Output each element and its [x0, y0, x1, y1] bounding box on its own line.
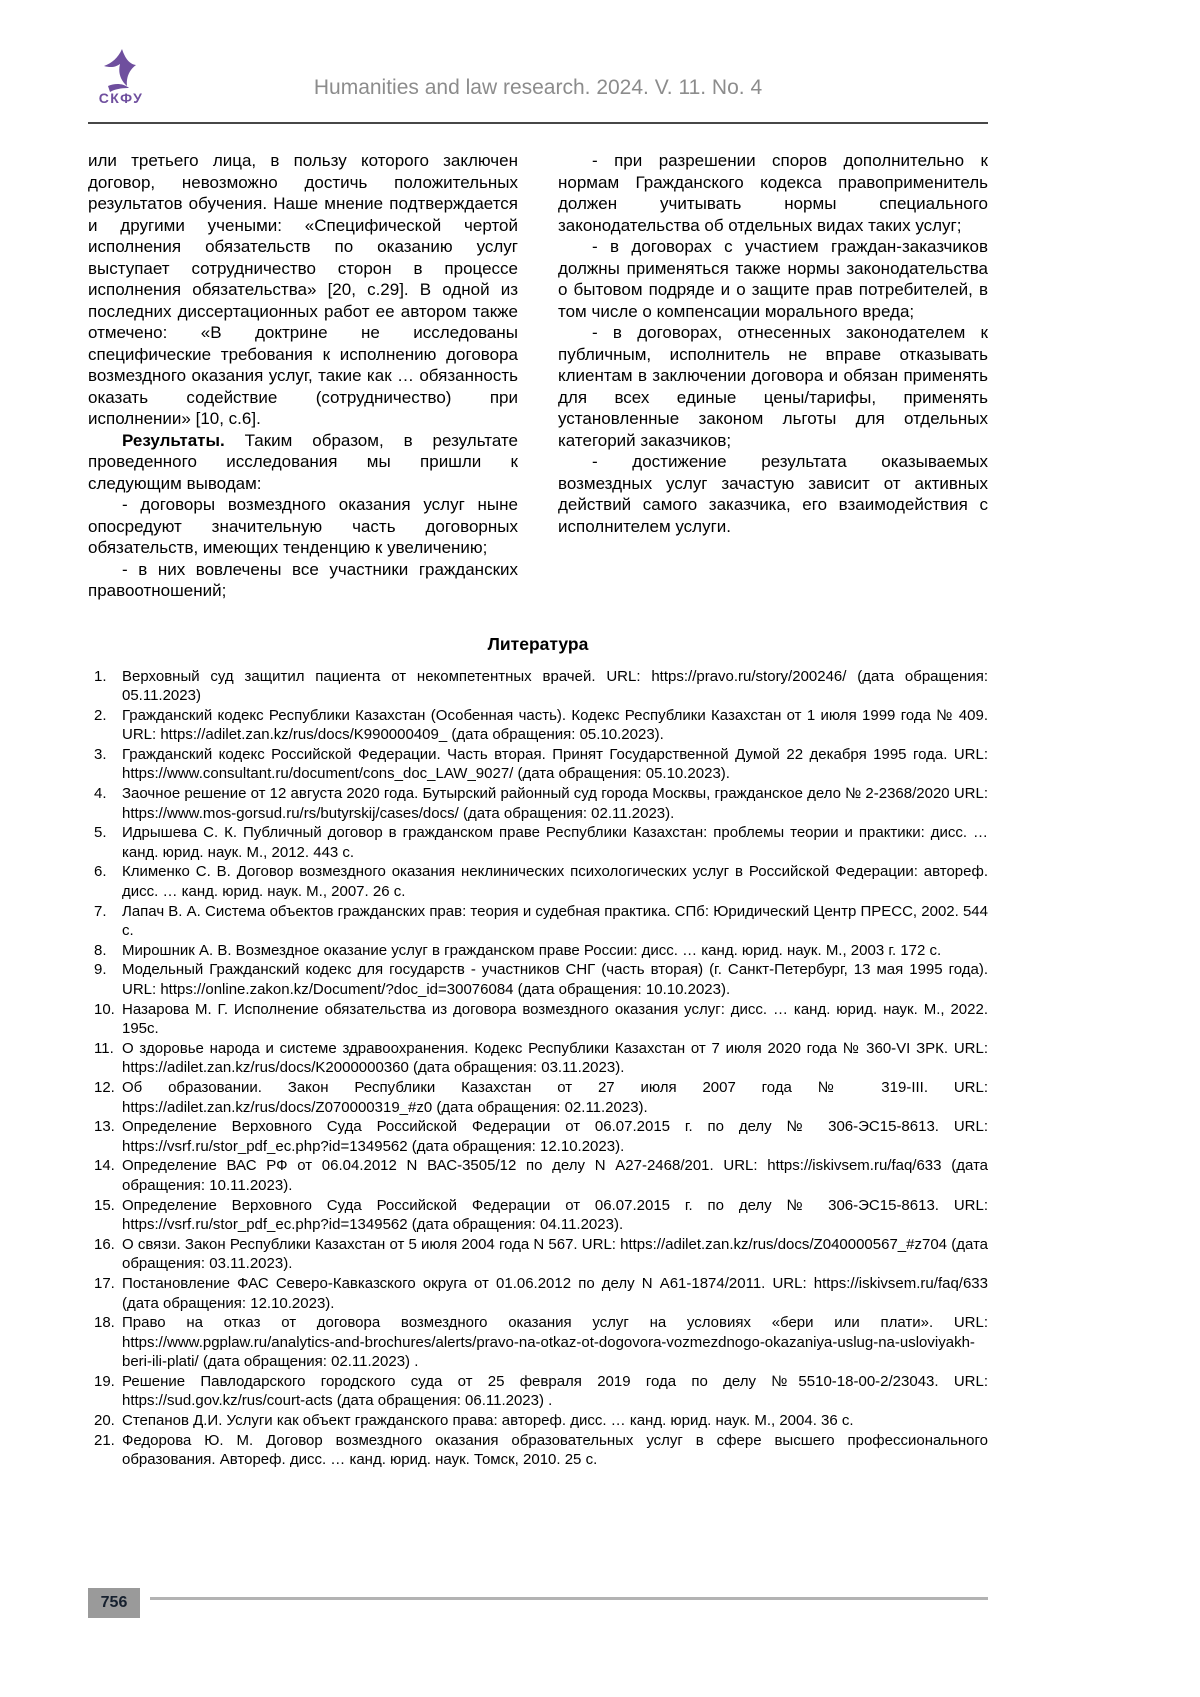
reference-text: Клименко С. В. Договор возмездного оказания неклинических психологических услуг в Российской Федерации: автореф. дисс. … канд. юрид. наук. М., 2007. 26 с.	[122, 863, 988, 901]
reference-item	[94, 706, 988, 745]
reference-item	[94, 1039, 988, 1078]
reference-number: 20.	[94, 1412, 115, 1430]
reference-text: Гражданский кодекс Российской Федерации. Часть вторая. Принят Государственной Думой 22 декабря 1995 года. URL: https://www.consultant.ru/document/cons_doc_LAW_9027/ (дата обращения: 05.10.2023).	[122, 745, 988, 783]
reference-text: Степанов Д.И. Услуги как объект гражданского права: автореф. дисс. … канд. юрид. наук. М., 2004. 36 с.	[122, 1412, 854, 1430]
reference-item	[94, 1196, 988, 1235]
reference-text: Федорова Ю. М. Договор возмездного оказания образовательных услуг в сфере высшего профессионального образования. Автореф. дисс. … канд. юрид. наук. Томск, 2010. 25 с.	[122, 1431, 988, 1469]
reference-number: 3.	[94, 745, 107, 763]
reference-number: 11.	[94, 1039, 114, 1057]
reference-number: 9.	[94, 961, 107, 979]
reference-number: 14.	[94, 1157, 115, 1175]
reference-number: 19.	[94, 1372, 115, 1390]
conclusion-item: - договоры возмездного оказания услуг ныне опосредуют значительную часть договорных обязательств, имеющих тенденцию к увеличению;	[88, 495, 518, 557]
reference-item	[94, 862, 988, 901]
reference-number: 8.	[94, 941, 107, 959]
page-header	[88, 0, 988, 124]
reference-text: Верховный суд защитил пациента от некомпетентных врачей. URL: https://pravo.ru/story/200246/ (дата обращения: 05.11.2023)	[122, 667, 988, 705]
results-lead: Результаты.	[122, 430, 225, 450]
reference-text: Решение Павлодарского городского суда от 25 февраля 2019 года по делу №5510-18-00-2/23043. URL: https://sud.gov.kz/rus/court-acts (дата обращения: 06.11.2023) .	[122, 1372, 988, 1410]
page-footer	[88, 1588, 988, 1618]
reference-item	[94, 941, 988, 961]
conclusion-item: - при разрешении споров дополнительно к нормам Гражданского кодекса правоприменитель должен учитывать нормы специального законодательства об отдельных видах таких услуг;	[558, 151, 988, 235]
reference-number: 18.	[94, 1314, 115, 1332]
reference-text: Право на отказ от договора возмездного оказания услуг на условиях «бери или плати». URL: https://www.pgplaw.ru/analytics-and-brochures/alerts/pravo-na-otkaz-ot-dogovora-vozmezdnogo-okazaniya-uslug-na-usloviyakh-beri-ili-plati/ (дата обращения: 02.11.2023) .	[122, 1314, 988, 1371]
reference-number: 4.	[94, 785, 107, 803]
conclusion-item: - в договорах с участием граждан-заказчиков должны применяться также нормы законодательства о бытовом подряде и о защите прав потребителей, в том числе о компенсации морального вреда;	[558, 237, 988, 321]
reference-item	[94, 1431, 988, 1470]
results-rest: Таким образом, в результате проведенного исследования мы пришли к следующим выводам:	[88, 430, 518, 493]
reference-item	[94, 1313, 988, 1372]
reference-item	[94, 1274, 988, 1313]
reference-text: Модельный Гражданский кодекс для государств - участников СНГ (часть вторая) (г. Санкт-Петербург, 13 мая 1995 года). URL: https://online.zakon.kz/Document/?doc_id=30076084 (дата обращения: 10.10.2023).	[122, 961, 988, 998]
references-heading: Литература	[487, 633, 589, 654]
reference-item	[94, 960, 988, 999]
journal-title: Humanities and law research. 2024. V. 11. No. 4	[313, 76, 763, 99]
reference-number: 15.	[94, 1196, 115, 1214]
reference-text: Постановление ФАС Северо-Кавказского округа от 01.06.2012 по делу N А61-1874/2011. URL: https://iskivsem.ru/faq/633 (дата обращения: 12.10.2023).	[122, 1274, 988, 1312]
reference-number: 12.	[94, 1078, 115, 1096]
reference-text: Заочное решение от 12 августа 2020 года. Бутырский районный суд города Москвы, гражданское дело № 2-2368/2020 URL: https://www.mos-gorsud.ru/rs/butyrskij/cases/docs/ (дата обращения: 02.11.2023).	[122, 785, 988, 822]
reference-number: 17.	[94, 1274, 115, 1292]
reference-item	[94, 1372, 988, 1411]
reference-text: Определение ВАС РФ от 06.04.2012 N ВАС-3505/12 по делу N А27-2468/201. URL: https://iskivsem.ru/faq/633 (дата обращения: 10.11.2023).	[122, 1157, 988, 1194]
conclusion-item: - в договорах, отнесенных законодателем к публичным, исполнитель не вправе отказывать клиентам в заключении договора и обязан применять для всех единые цены/тарифы, применять установленные законом льготы для отдельных категорий заказчиков;	[558, 323, 988, 450]
reference-item	[94, 1078, 988, 1117]
reference-item	[94, 745, 988, 784]
reference-text: Определение Верховного Суда Российской Федерации от 06.07.2015 г. по делу № 306-ЭС15-8613. URL: https://vsrf.ru/stor_pdf_ec.php?id=1349562 (дата обращения: 12.10.2023).	[122, 1118, 988, 1155]
page-number-badge: 756	[88, 1588, 140, 1618]
reference-text: Назарова М. Г. Исполнение обязательства из договора возмездного оказания услуг: дисс. … канд. юрид. наук. М., 2022. 195с.	[122, 1000, 988, 1038]
reference-text: Идрышева С. К. Публичный договор в гражданском праве Республики Казахстан: проблемы теории и практики: дисс. … канд. юрид. наук. М., 2012. 443 с.	[122, 824, 988, 861]
reference-text: Гражданский кодекс Республики Казахстан (Особенная часть). Кодекс Республики Казахстан от 1 июля 1999 года № 409. URL: https://adilet.zan.kz/rus/docs/K990000409_ (дата обращения: 05.10.2023).	[122, 706, 988, 744]
reference-number: 7.	[94, 902, 107, 920]
reference-item	[94, 1156, 988, 1195]
reference-item	[94, 1235, 988, 1274]
reference-text: О здоровье народа и системе здравоохранения. Кодекс Республики Казахстан от 7 июля 2020 года № 360-VI ЗРК. URL: https://adilet.zan.kz/rus/docs/K2000000360 (дата обращения: 03.11.2023).	[122, 1039, 988, 1077]
reference-number: 1.	[94, 667, 107, 685]
reference-item	[94, 1411, 988, 1431]
reference-number: 10.	[94, 1000, 115, 1018]
paragraph-results	[88, 430, 518, 495]
reference-text: Лапач В. А. Система объектов гражданских прав: теория и судебная практика. СПб: Юридический Центр ПРЕСС, 2002. 544 с.	[122, 902, 988, 940]
reference-text: О связи. Закон Республики Казахстан от 5 июля 2004 года N 567. URL: https://adilet.zan.kz/rus/docs/Z040000567_#z704 (дата обращения: 03.11.2023).	[122, 1235, 988, 1273]
reference-text: Об образовании. Закон Республики Казахстан от 27 июля 2007 года № 319-III. URL: https://adilet.zan.kz/rus/docs/Z070000319_#z0 (дата обращения: 02.11.2023).	[122, 1078, 988, 1116]
reference-item	[94, 1000, 988, 1039]
page-content	[88, 0, 988, 1470]
reference-number: 2.	[94, 706, 107, 724]
conclusion-item: - в них вовлечены все участники гражданских правоотношений;	[88, 559, 518, 600]
reference-item	[94, 667, 988, 706]
references-list	[88, 667, 988, 1470]
reference-item	[94, 902, 988, 941]
logo-text: СКФУ	[98, 90, 144, 106]
article-body	[88, 150, 988, 1470]
reference-item	[94, 1117, 988, 1156]
footer-rule	[150, 1597, 988, 1600]
reference-item	[94, 823, 988, 862]
reference-number: 21.	[94, 1431, 115, 1449]
reference-number: 6.	[94, 863, 107, 881]
text-columns	[88, 150, 988, 602]
paragraph-continuation: или третьего лица, в пользу которого заключен договор, невозможно достичь положительных результатов обучения. Наше мнение подтверждается и другими учеными: «Специфической чертой исполнения обязательств по оказанию услуг выступает сотрудничество сторон в процессе исполнения обязательства» [20, с.29]. В одной из последних диссертационных работ ее автором также отмечено: «В доктрине не исследованы специфические требования к исполнению договора возмездного оказания услуг, такие как … обязанность оказать содействие (сотрудничество) при исполнении» [10, с.6].	[88, 151, 518, 428]
left-column	[88, 150, 518, 602]
reference-text: Определение Верховного Суда Российской Федерации от 06.07.2015 г. по делу № 306-ЭС15-8613. URL: https://vsrf.ru/stor_pdf_ec.php?id=1349562 (дата обращения: 04.11.2023).	[122, 1196, 988, 1234]
reference-number: 16.	[94, 1235, 115, 1253]
conclusion-item: - достижение результата оказываемых возмездных услуг зачастую зависит от активных действий самого заказчика, его взаимодействия с исполнителем услуги.	[558, 452, 988, 536]
reference-text: Мирошник А. В. Возмездное оказание услуг в гражданском праве России: дисс. … канд. юрид. наук. М., 2003 г. 172 с.	[122, 941, 942, 959]
reference-number: 13.	[94, 1118, 115, 1136]
right-column	[558, 150, 988, 602]
reference-item	[94, 784, 988, 823]
reference-number: 5.	[94, 824, 107, 842]
